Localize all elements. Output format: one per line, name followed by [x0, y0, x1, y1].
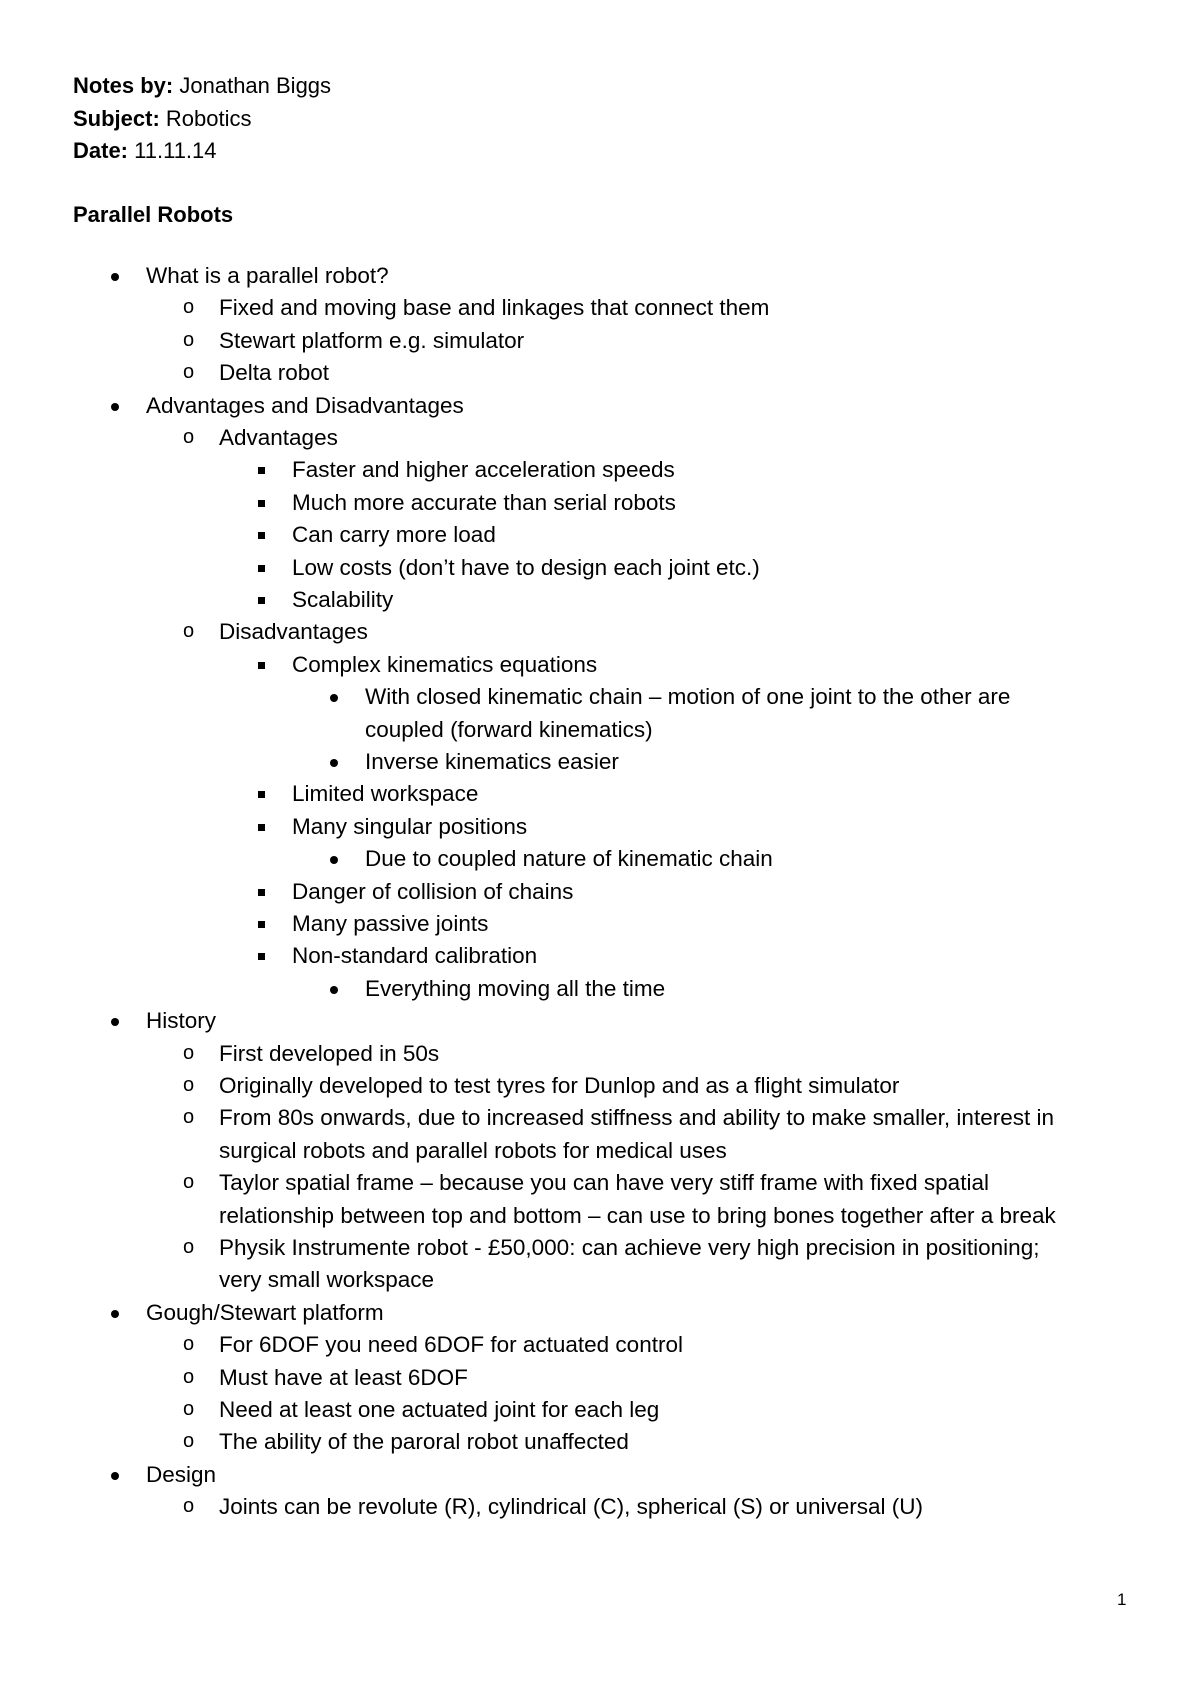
list-item-text: What is a parallel robot?: [146, 263, 389, 288]
date-label: Date:: [73, 138, 129, 163]
list-item-text: Complex kinematics equations: [292, 651, 598, 677]
list-item-text: Low costs (don’t have to design each joint etc.): [292, 554, 760, 580]
bullet-dot-icon: [330, 759, 338, 767]
bullet-circle-icon: o: [183, 328, 195, 351]
list-item-text: Physik Instrumente robot - £50,000: can achieve very high precision in positioning;: [219, 1235, 1040, 1260]
list-item-text: Stewart platform e.g. simulator: [219, 327, 525, 353]
list-item-text: Must have at least 6DOF: [219, 1364, 468, 1390]
bullet-square-icon: [258, 921, 265, 928]
bullet-square-icon: [258, 824, 265, 831]
date-value: 11.11.14: [134, 138, 217, 163]
list-item-text: Fixed and moving base and linkages that connect them: [219, 295, 770, 321]
bullet-circle-icon: o: [183, 1398, 195, 1420]
list-item-text: Disadvantages: [219, 619, 368, 645]
list-item-text: Limited workspace: [292, 781, 479, 807]
list-item-text: For 6DOF you need 6DOF for actuated control: [219, 1332, 683, 1358]
bullet-square-icon: [258, 791, 265, 798]
list-item-text: Everything moving all the time: [365, 975, 666, 1001]
list-item-text: Faster and higher acceleration speeds: [292, 457, 675, 483]
bullet-dot-icon: [330, 986, 338, 994]
subject-value: Robotics: [165, 106, 252, 131]
bullet-circle-icon: o: [183, 1495, 195, 1518]
list-item-text: Inverse kinematics easier: [365, 749, 619, 774]
bullet-circle-icon: o: [183, 620, 195, 643]
list-item-text: Design: [146, 1461, 217, 1487]
bullet-square-icon: [258, 953, 265, 960]
bullet-square-icon: [258, 597, 265, 604]
subject-label: Subject:: [73, 106, 160, 131]
bullet-square-icon: [258, 662, 265, 669]
bullet-dot-icon: [330, 694, 338, 702]
list-item-text: very small workspace: [219, 1267, 435, 1293]
bullet-circle-icon: o: [183, 1365, 195, 1388]
bullet-circle-icon: o: [183, 1074, 195, 1096]
list-item-text: History: [146, 1008, 217, 1034]
page-number: 1: [1117, 1590, 1127, 1609]
bullet-circle-icon: o: [183, 1333, 195, 1356]
bullet-square-icon: [258, 500, 265, 507]
bullet-square-icon: [258, 532, 265, 539]
list-item-text: Joints can be revolute (R), cylindrical (C), spherical (S) or universal (U): [219, 1494, 923, 1520]
list-item-text: surgical robots and parallel robots for medical uses: [219, 1137, 727, 1163]
list-item-text: Taylor spatial frame – because you can have very stiff frame with fixed spatial: [219, 1170, 989, 1196]
bullet-square-icon: [258, 565, 265, 572]
bullet-circle-icon: o: [183, 1236, 195, 1258]
bullet-square-icon: [258, 889, 265, 896]
list-item-text: Many passive joints: [292, 911, 489, 936]
list-item-text: The ability of the paroral robot unaffected: [219, 1429, 629, 1455]
bullet-dot-icon: [111, 273, 119, 281]
list-item-text: Non-standard calibration: [292, 943, 538, 969]
list-item-text: Danger of collision of chains: [292, 878, 574, 904]
list-item-text: relationship between top and bottom – can use to bring bones together after a break: [219, 1202, 1056, 1228]
bullet-circle-icon: o: [183, 426, 195, 448]
list-item-text: Due to coupled nature of kinematic chain: [365, 846, 773, 872]
list-item-text: Many singular positions: [292, 813, 528, 839]
bullet-circle-icon: o: [183, 1041, 195, 1064]
notes-by-label: Notes by:: [73, 73, 174, 98]
bullet-circle-icon: o: [183, 361, 195, 384]
list-item-text: Advantages and Disadvantages: [146, 392, 464, 418]
list-item-text: Delta robot: [219, 360, 330, 386]
list-item-text: Originally developed to test tyres for Dunlop and as a flight simulator: [219, 1073, 900, 1098]
bullet-dot-icon: [111, 1472, 119, 1480]
bullet-circle-icon: o: [183, 1171, 195, 1194]
list-item-text: Scalability: [292, 587, 394, 612]
list-item-text: Need at least one actuated joint for each leg: [219, 1397, 660, 1422]
list-item-text: coupled (forward kinematics): [365, 716, 653, 742]
list-item-text: First developed in 50s: [219, 1040, 440, 1066]
bullet-square-icon: [258, 467, 265, 474]
section-title: Parallel Robots: [73, 202, 234, 227]
list-item-text: From 80s onwards, due to increased stiffness and ability to make smaller, interest in: [219, 1105, 1054, 1131]
bullet-dot-icon: [111, 1310, 119, 1318]
bullet-circle-icon: o: [183, 296, 195, 319]
list-item-text: Gough/Stewart platform: [146, 1299, 384, 1325]
list-item-text: Advantages: [219, 425, 338, 450]
bullet-circle-icon: o: [183, 1106, 195, 1129]
bullet-circle-icon: o: [183, 1430, 195, 1453]
notes-by-value: Jonathan Biggs: [179, 73, 332, 98]
bullet-dot-icon: [330, 856, 338, 864]
bullet-dot-icon: [111, 403, 119, 411]
bullet-dot-icon: [111, 1018, 119, 1026]
list-item-text: With closed kinematic chain – motion of one joint to the other are: [365, 684, 1011, 710]
list-item-text: Much more accurate than serial robots: [292, 489, 676, 515]
list-item-text: Can carry more load: [292, 522, 496, 548]
